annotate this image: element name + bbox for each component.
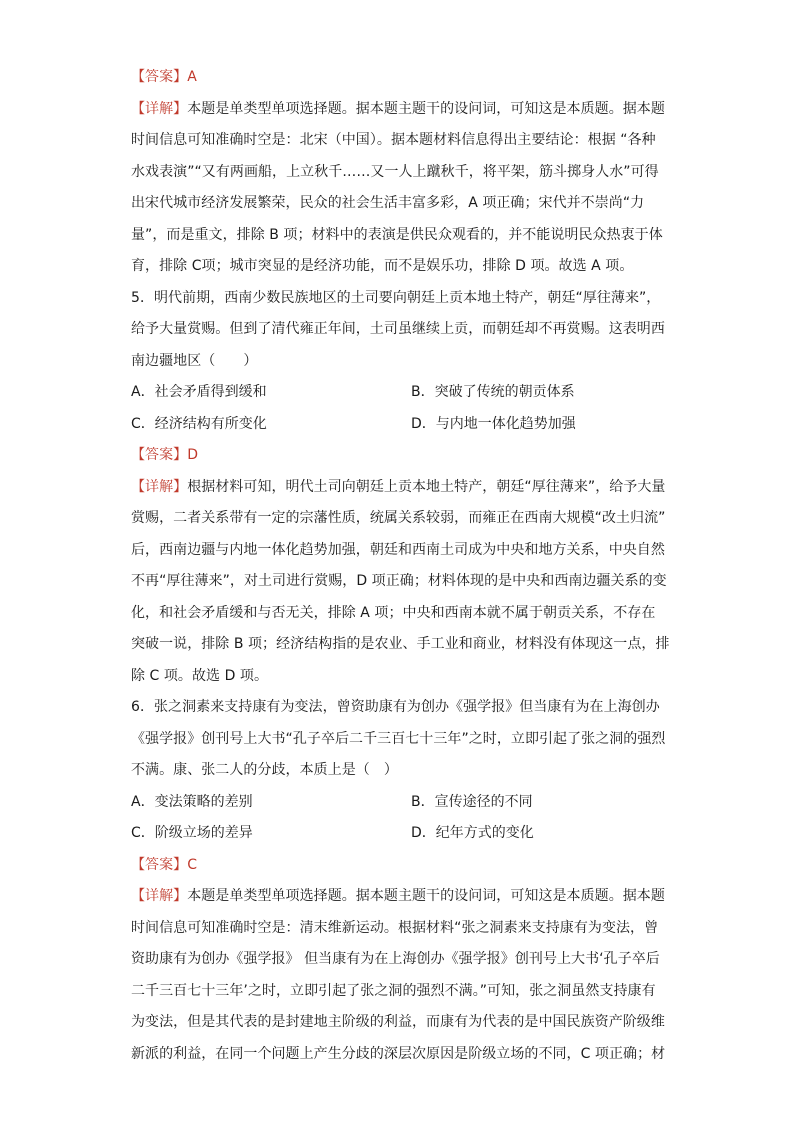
- q6-detail-line: 时间信息可知准确时空是：清末维新运动。根据材料“张之洞素来支持康有为变法，曾: [131, 919, 659, 936]
- answer-value: D: [187, 447, 199, 463]
- detail-text: 本题是单类型单项选择题。据本题主题干的设问词，可知这是本质题。据本题: [187, 888, 665, 904]
- q6-stem-line: 《强学报》创刊号上大书“孔子卒后二千三百七十三年”之时，立即引起了张之洞的强烈: [131, 730, 666, 747]
- q6-detail-line: 为变法，但是其代表的是封建地主阶级的利益，而康有为代表的是中国民族资产阶级维: [131, 1014, 665, 1030]
- q6-detail-line: 新派的利益，在同一个问题上产生分歧的深层次原因是阶级立场的不同，C 项正确；材: [131, 1045, 666, 1062]
- q6-options-row: [131, 818, 661, 850]
- q5-stem-line: 5．明代前期，西南少数民族地区的土司要向朝廷上贡本地土特产，朝廷“厚往薄来”，: [131, 289, 661, 306]
- q5-option-b: B．突破了传统的朝贡体系: [411, 384, 575, 400]
- q5-detail-line: 后，西南边疆与内地一体化趋势加强，朝廷和西南土司成为中央和地方关系，中央自然: [131, 541, 665, 558]
- q5-answer-line: [131, 440, 661, 472]
- document-content: [131, 62, 670, 1070]
- detail-text: 本题是单类型单项选择题。据本题主题干的设问词，可知这是本质题。据本题: [187, 100, 665, 117]
- q5-detail-line: 突破一说，排除 B 项；经济结构指的是农业、手工业和商业，材料没有体现这一点，排: [131, 636, 670, 652]
- q5-detail-line: [131, 472, 666, 504]
- q5-option-c: C．经济结构有所变化: [131, 415, 267, 432]
- q6-detail-line: [131, 881, 665, 913]
- q5-detail-line: 化，和社会矛盾缓和与否无关，排除 A 项；中央和西南本就不属于朝贡关系，不存在: [131, 604, 656, 621]
- q6-detail-line: 资助康有为创办《强学报》 但当康有为在上海创办《强学报》创刊号上大书‘孔子卒后: [131, 951, 660, 967]
- q4-detail-line: [131, 94, 665, 126]
- q4-detail-line: 水戏表演”“又有两画船，上立秋千……又一人上蹴秋千，将平架，筋斗掷身人水”可得: [131, 163, 659, 180]
- answer-value: A: [187, 69, 197, 85]
- q5-stem-line: 给予大量赏赐。但到了清代雍正年间，土司虽继续上贡，而朝廷却不再赏赐。这表明西: [131, 321, 665, 337]
- detail-text: 根据材料可知，明代土司向朝廷上贡本地土特产，朝廷“厚往薄来”，给予大量: [187, 478, 666, 495]
- q5-options-row: [131, 377, 661, 409]
- detail-tag: 【详解】: [131, 888, 188, 904]
- q6-option-c: C．阶级立场的差异: [131, 825, 253, 841]
- q4-detail-line: 出宋代城市经济发展繁荣，民众的社会生活丰富多彩，A 项正确；宋代并不崇尚“力: [131, 195, 645, 211]
- q5-detail-line: 除 C 项。故选 D 项。: [131, 667, 269, 684]
- q5-option-d: D．与内地一体化趋势加强: [411, 415, 576, 432]
- detail-tag: 【详解】: [131, 478, 188, 495]
- q6-stem-line: 不满。康、张二人的分歧，本质上是（ ）: [131, 762, 398, 778]
- answer-tag: 【答案】: [131, 69, 188, 85]
- q4-detail-line: 时间信息可知准确时空是：北宋（中国）。据本题材料信息得出主要结论：根据 “各种: [131, 132, 656, 148]
- answer-tag: 【答案】: [131, 856, 188, 873]
- answer-tag: 【答案】: [131, 447, 188, 463]
- q4-detail-line: 育，排除 C项；城市突显的是经济功能，而不是娱乐功，排除 D 项。故选 A 项。: [131, 258, 634, 274]
- answer-value: C: [187, 856, 198, 873]
- q6-option-d: D．纪年方式的变化: [411, 825, 534, 841]
- q6-options-row: [131, 787, 661, 819]
- q5-options-row: [131, 409, 661, 441]
- q6-detail-line: 二千三百七十三年’之时，立即引起了张之洞的强烈不满。”可知，张之洞虽然支持康有: [131, 982, 656, 999]
- q4-detail-line: 量”，而是重文，排除 B 项；材料中的表演是供民众观看的，并不能说明民众热衷于体: [131, 226, 663, 243]
- q5-detail-line: 不再“厚往薄来”，对土司进行赏赐，D 项正确；材料体现的是中央和西南边疆关系的变: [131, 573, 667, 589]
- q5-option-a: A．社会矛盾得到缓和: [131, 384, 267, 400]
- q5-detail-line: 赏赐，二者关系带有一定的宗藩性质，统属关系较弱，而雍正在西南大规模“改土归流”: [131, 510, 666, 526]
- detail-tag: 【详解】: [131, 100, 188, 117]
- q6-answer-line: [131, 850, 661, 882]
- q4-answer-line: [131, 62, 661, 94]
- q5-stem-line: 南边疆地区（ ）: [131, 352, 258, 369]
- q6-option-a: A．变法策略的差别: [131, 793, 253, 810]
- q6-option-b: B．宣传途径的不同: [411, 793, 533, 810]
- q6-stem-line: 6．张之洞素来支持康有为变法，曾资助康有为创办《强学报》但当康有为在上海创办: [131, 699, 660, 715]
